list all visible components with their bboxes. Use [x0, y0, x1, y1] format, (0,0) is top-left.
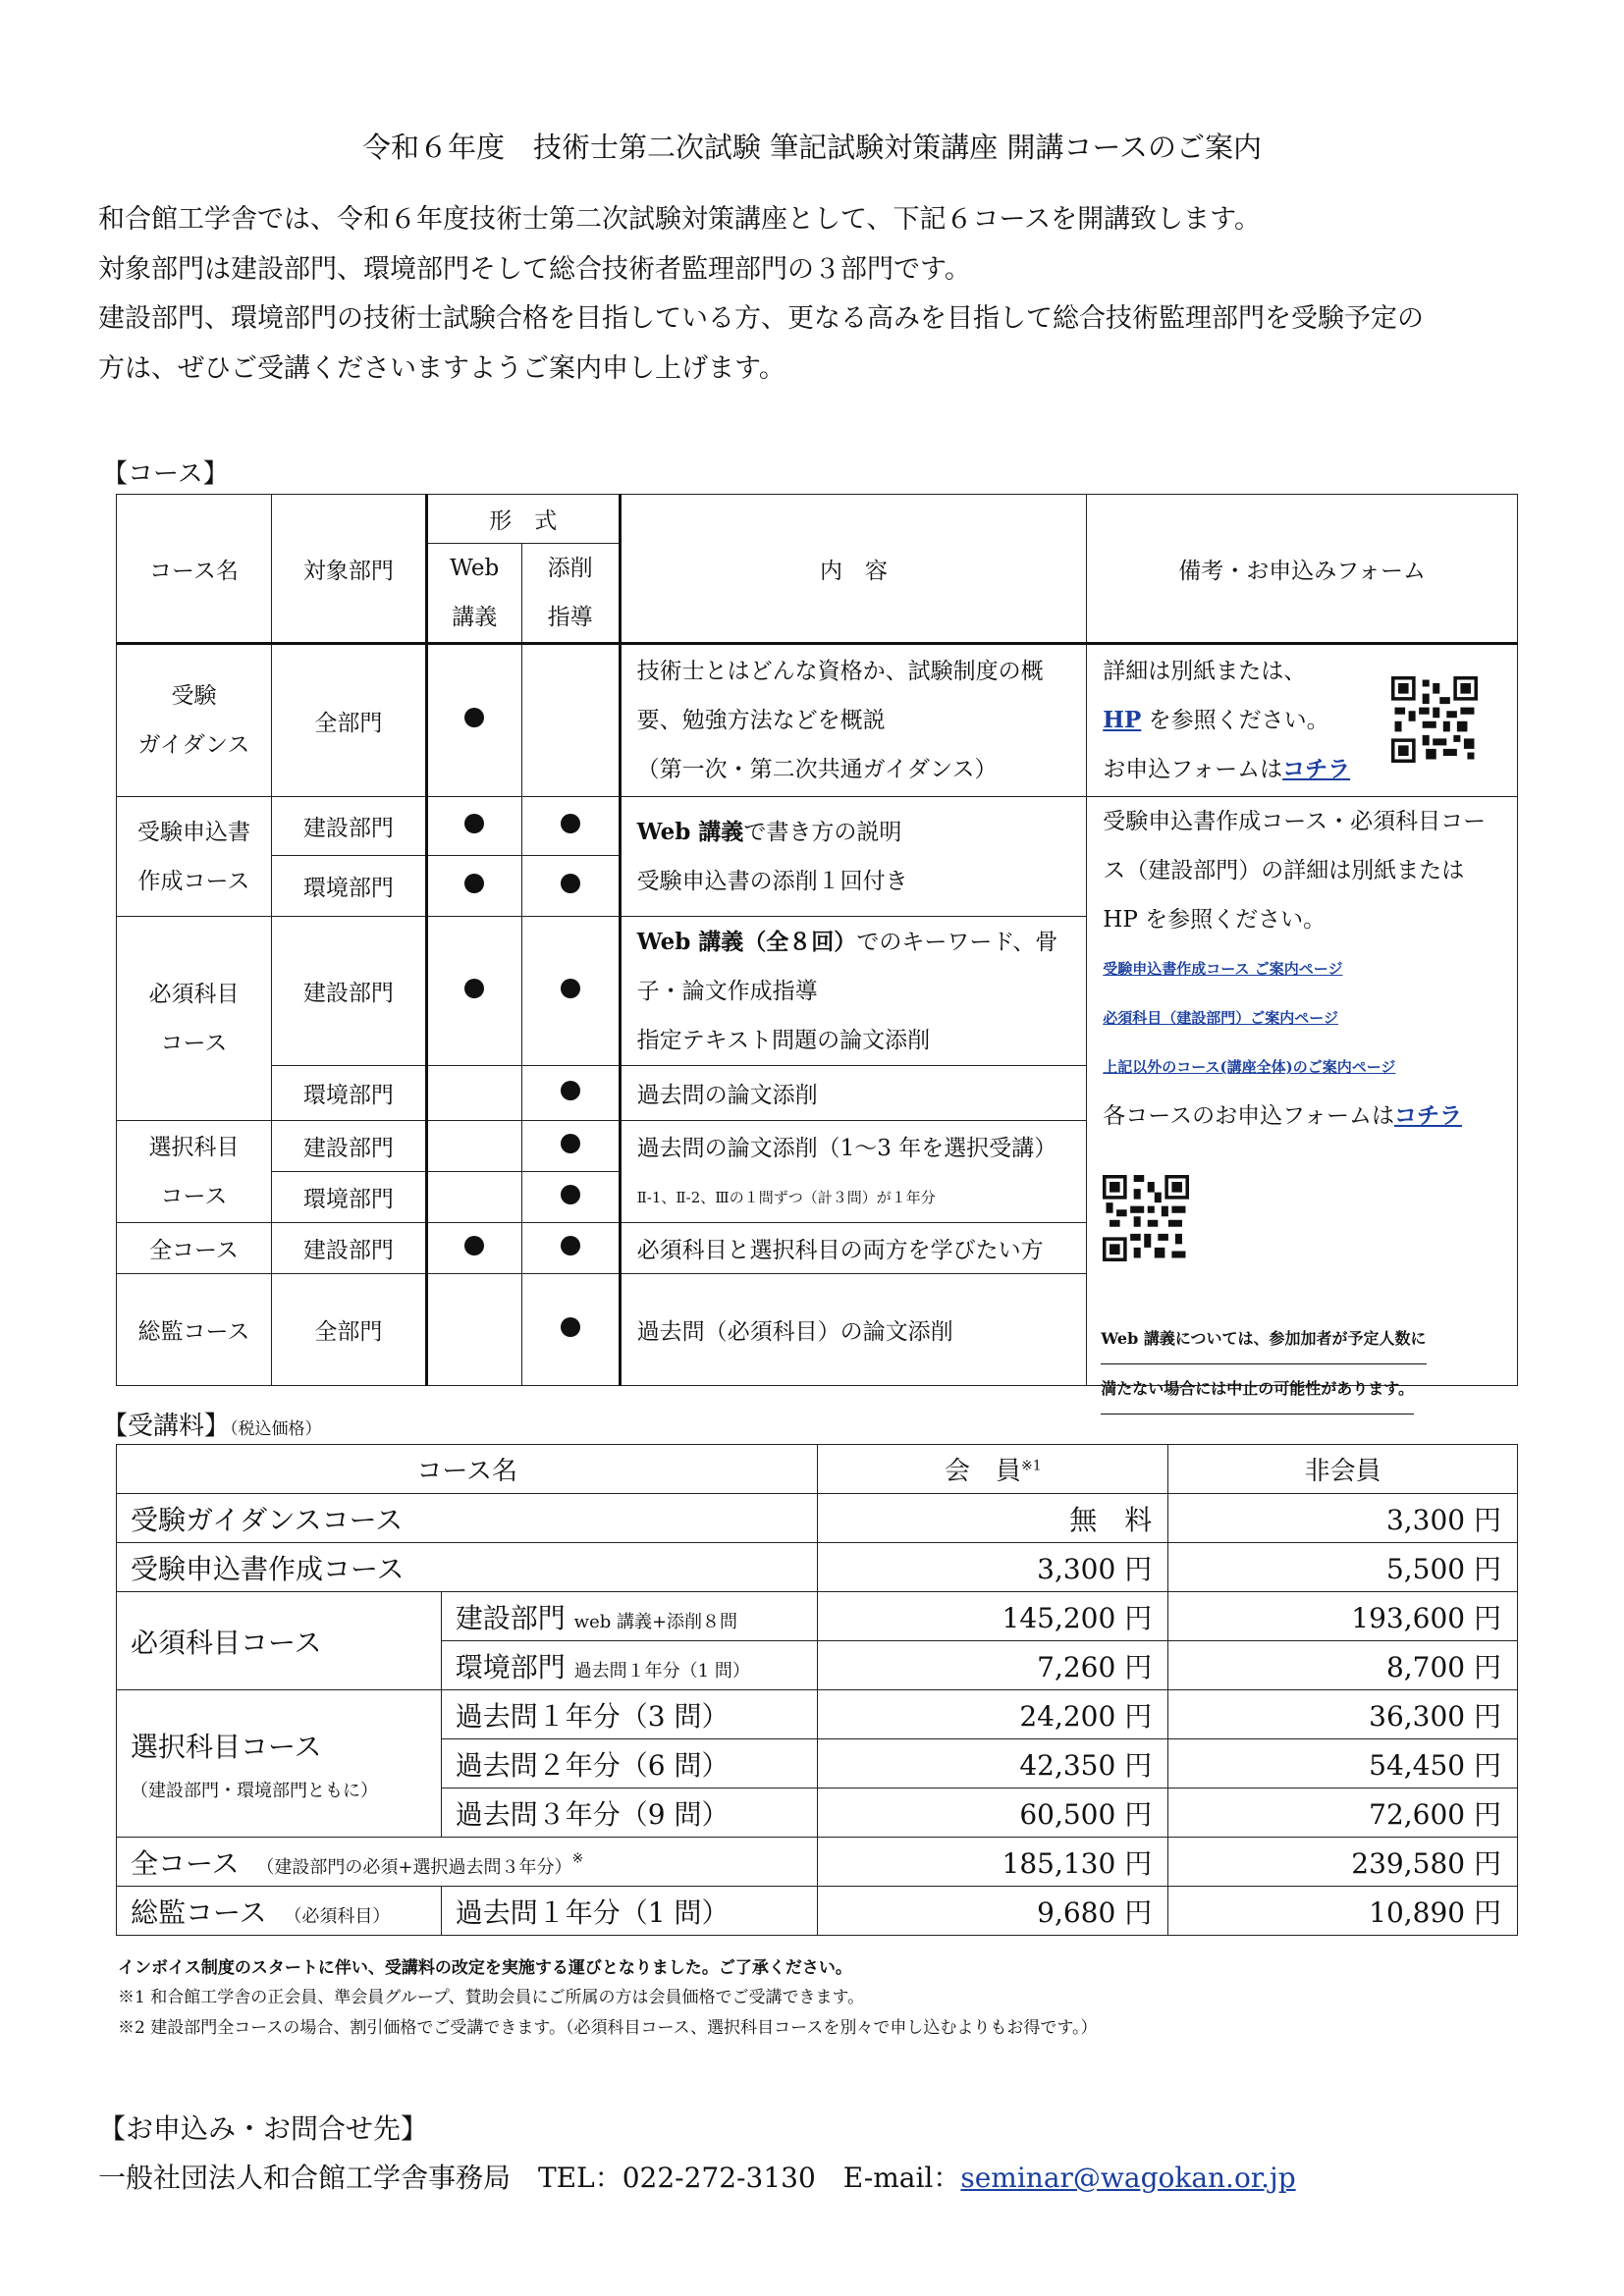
fee-elective-sub2: 過去問２年分（6 問） — [441, 1739, 818, 1789]
header-format: 形 式 — [426, 495, 620, 544]
elective-name-line1: 選択科目 — [148, 1134, 240, 1160]
application-dept2: 環境部門 — [271, 856, 426, 917]
fee-guidance-member: 無 料 — [818, 1494, 1168, 1543]
all-web — [426, 1223, 521, 1274]
required-name — [117, 917, 272, 1121]
notice-line2: 満たない場合には中止の可能性があります。 — [1101, 1364, 1414, 1415]
contact-label: 【お申込み・お問合せ先】 — [98, 2112, 429, 2145]
dot-icon — [561, 1236, 580, 1255]
fee-all-member: 185,130 円 — [818, 1838, 1168, 1887]
fee-required-sub2-small: 過去問１年分（1 問） — [573, 1660, 750, 1682]
fee-section-note: （税込価格） — [230, 1419, 322, 1439]
application-course-page-link[interactable]: 受験申込書作成コース ご案内ページ — [1103, 960, 1343, 978]
required-dept2: 環境部門 — [271, 1066, 426, 1121]
fee-all-name — [117, 1838, 818, 1887]
fee-header-nonmember: 非会員 — [1168, 1445, 1518, 1494]
header-remarks: 備考・お申込みフォーム — [1087, 495, 1518, 644]
fee-required-name: 必須科目コース — [117, 1592, 442, 1690]
application-corr1 — [521, 797, 620, 856]
guidance-name — [117, 644, 272, 797]
guidance-name-line1: 受験 — [171, 683, 217, 709]
application-dept1: 建設部門 — [271, 797, 426, 856]
application-name — [117, 797, 272, 917]
fee-general-name — [117, 1887, 442, 1936]
application-web2 — [426, 856, 521, 917]
fee-general-name-main: 総監コース — [131, 1896, 267, 1929]
dot-icon — [464, 1236, 484, 1255]
elective-dept1: 建設部門 — [271, 1121, 426, 1172]
guidance-web — [426, 644, 521, 797]
notice-line1: Web 講義については、参加加者が予定人数に — [1101, 1314, 1426, 1364]
guidance-content-line2: 要、勉強方法などを概説 — [636, 708, 886, 733]
intro-line-1: 和合館工学舎では、令和６年度技術士第二次試験対策講座として、下記６コースを開講致します。 — [98, 204, 1261, 235]
application-corr2 — [521, 856, 620, 917]
fee-elective-sub1-member: 24,200 円 — [818, 1690, 1168, 1739]
elective-name — [117, 1121, 272, 1223]
required-corr1 — [521, 917, 620, 1066]
dot-icon — [561, 979, 580, 998]
application-web1 — [426, 797, 521, 856]
guidance-dept: 全部門 — [271, 644, 426, 797]
fee-elective-name-main: 選択科目コース — [131, 1730, 322, 1763]
qr-code-icon[interactable] — [1103, 1175, 1189, 1261]
general-name: 総監コース — [117, 1274, 272, 1386]
fee-all-name-small: （建設部門の必須+選択過去問３年分） — [256, 1856, 572, 1878]
guidance-content-line3: （第一次・第二次共通ガイダンス） — [636, 757, 998, 782]
general-content: 過去問（必須科目）の論文添削 — [620, 1274, 1087, 1386]
application-content-bold: Web 講義 — [636, 818, 744, 845]
application-name-line1: 受験申込書 — [136, 819, 250, 845]
dot-icon — [561, 1081, 580, 1100]
elective-name-line2: コース — [160, 1183, 228, 1209]
dot-icon — [464, 874, 484, 893]
header-course-name: コース名 — [117, 495, 272, 644]
main-remarks-line1: 受験申込書作成コース・必須科目コー — [1103, 809, 1487, 834]
required-content — [620, 917, 1087, 1066]
all-dept: 建設部門 — [271, 1223, 426, 1274]
fee-elective-sub3-nonmember: 72,600 円 — [1168, 1789, 1518, 1838]
dot-icon — [561, 874, 580, 893]
intro-line-4: 方は、ぜひご受講くださいますようご案内申し上げます。 — [98, 353, 785, 384]
footnote-2: ※2 建設部門全コースの場合、割引価格でご受講できます。（必須科目コース、選択科目コースを別々で申し込むよりもお得です。） — [118, 2018, 1098, 2038]
general-corr — [521, 1274, 620, 1386]
required-name-line1: 必須科目 — [148, 981, 240, 1007]
fee-all-nonmember: 239,580 円 — [1168, 1838, 1518, 1887]
fee-general-nonmember: 10,890 円 — [1168, 1887, 1518, 1936]
course-table — [116, 494, 1518, 1398]
header-department: 対象部門 — [271, 495, 426, 644]
guidance-remarks-line1: 詳細は別紙または、 — [1103, 659, 1307, 684]
fee-application-member: 3,300 円 — [818, 1543, 1168, 1592]
header-web — [426, 544, 521, 644]
general-web — [426, 1274, 521, 1386]
guidance-content-line1: 技術士とはどんな資格か、試験制度の概 — [636, 659, 1044, 684]
invoice-notice: インボイス制度のスタートに伴い、受講料の改定を実施する運びとなりました。ご了承ください。 — [118, 1958, 852, 1978]
fee-application-name: 受験申込書作成コース — [117, 1543, 818, 1592]
fee-elective-sub3: 過去問３年分（9 問） — [441, 1789, 818, 1838]
guidance-content — [620, 644, 1087, 797]
footnote-1: ※1 和合館工学舎の正会員、準会員グループ、賛助会員にご所属の方は会員価格でご受講できます。 — [118, 1988, 865, 2007]
fee-elective-sub3-member: 60,500 円 — [818, 1789, 1168, 1838]
guidance-corr — [521, 644, 620, 797]
elective-dept2: 環境部門 — [271, 1172, 426, 1223]
other-courses-page-link[interactable]: 上記以外のコース(講座全体)のご案内ページ — [1103, 1058, 1396, 1076]
dot-icon — [561, 1317, 580, 1337]
elective-corr1 — [521, 1121, 620, 1172]
elective-corr2 — [521, 1172, 620, 1223]
header-web-line2: 講義 — [452, 605, 498, 630]
dot-icon — [561, 1134, 580, 1153]
fee-required-sub1-nonmember: 193,600 円 — [1168, 1592, 1518, 1641]
fee-section-label: 【受講料】 — [102, 1412, 231, 1441]
fee-elective-name-small: （建設部門・環境部門ともに） — [131, 1780, 378, 1801]
contact-info — [98, 2157, 1296, 2196]
fee-table — [116, 1444, 1518, 1936]
fee-section — [102, 1406, 322, 1442]
main-form-text: 各コースのお申込フォームは — [1103, 1103, 1394, 1129]
header-corr-line1: 添削 — [547, 556, 593, 581]
dot-icon — [464, 814, 484, 833]
dot-icon — [464, 979, 484, 998]
contact-email-link[interactable]: seminar@wagokan.or.jp — [960, 2162, 1296, 2194]
header-web-line1: Web — [450, 556, 500, 581]
fee-elective-sub1-nonmember: 36,300 円 — [1168, 1690, 1518, 1739]
fee-header-member — [818, 1445, 1168, 1494]
qr-code-icon[interactable] — [1391, 676, 1478, 763]
application-name-line2: 作成コース — [137, 868, 250, 894]
web-lecture-notice — [1101, 1314, 1426, 1415]
intro-line-2: 対象部門は建設部門、環境部門そして総合技術者監理部門の３部門です。 — [98, 254, 971, 285]
fee-general-name-small: （必須科目） — [284, 1905, 391, 1927]
course-section-label: 【コース】 — [102, 459, 229, 489]
fee-required-sub1-main: 建設部門 — [455, 1601, 566, 1634]
header-content: 内 容 — [620, 495, 1087, 644]
fee-general-member: 9,680 円 — [818, 1887, 1168, 1936]
fee-required-sub1-member: 145,200 円 — [818, 1592, 1168, 1641]
guidance-remarks-hp-text: を参照ください。 — [1148, 708, 1329, 733]
fee-required-sub2-member: 7,260 円 — [818, 1641, 1168, 1690]
header-correction — [521, 544, 620, 644]
all-corr — [521, 1223, 620, 1274]
required-content2: 過去問の論文添削 — [620, 1066, 1087, 1121]
fee-guidance-nonmember: 3,300 円 — [1168, 1494, 1518, 1543]
fee-elective-sub1: 過去問１年分（3 問） — [441, 1690, 818, 1739]
contact-org: 一般社団法人和合館工学舎事務局 TEL：022-272-3130 E-mail： — [98, 2162, 961, 2194]
main-remarks-line2: ス（建設部門）の詳細は別紙または — [1103, 858, 1465, 883]
guidance-form-text: お申込フォームは — [1103, 757, 1283, 782]
intro-line-3: 建設部門、環境部門の技術士試験合格を目指している方、更なる高みを目指して総合技術監理部門を受験予定の — [98, 303, 1424, 334]
dot-icon — [561, 814, 580, 833]
all-content: 必須科目と選択科目の両方を学びたい方 — [620, 1223, 1087, 1274]
fee-elective-name — [117, 1690, 442, 1838]
guidance-name-line2: ガイダンス — [137, 732, 250, 758]
fee-required-sub1-small: web 講義+添削８問 — [573, 1611, 738, 1632]
header-corr-line2: 指導 — [547, 605, 593, 630]
elective-web2 — [426, 1172, 521, 1223]
required-content-line3: 指定テキスト問題の論文添削 — [636, 1027, 931, 1053]
required-web2 — [426, 1066, 521, 1121]
dot-icon — [464, 708, 484, 727]
elective-content1: 過去問の論文添削（1～3 年を選択受講） — [620, 1121, 1087, 1172]
fee-all-name-main: 全コース — [131, 1846, 240, 1880]
required-web1 — [426, 917, 521, 1066]
fee-required-sub2-main: 環境部門 — [455, 1650, 566, 1683]
main-remarks-line3: HP を参照ください。 — [1103, 907, 1326, 933]
required-course-page-link[interactable]: 必須科目（建設部門）ご案内ページ — [1103, 1009, 1338, 1027]
required-content-line2: 子・論文作成指導 — [636, 978, 818, 1004]
required-content-bold: Web 講義（全８回） — [636, 928, 857, 955]
fee-header-course: コース名 — [117, 1445, 818, 1494]
required-content-rest: でのキーワード、骨 — [856, 929, 1058, 955]
fee-application-nonmember: 5,500 円 — [1168, 1543, 1518, 1592]
application-content-rest: で書き方の説明 — [743, 819, 902, 845]
required-name-line2: コース — [160, 1030, 228, 1056]
fee-required-sub2-nonmember: 8,700 円 — [1168, 1641, 1518, 1690]
elective-web1 — [426, 1121, 521, 1172]
main-remarks — [1087, 797, 1518, 1398]
fee-header-member-sup: ※1 — [1021, 1458, 1042, 1474]
main-form-link[interactable]: コチラ — [1393, 1102, 1462, 1129]
all-name: 全コース — [117, 1223, 272, 1274]
elective-content2: Ⅱ-1、Ⅱ-2、Ⅲの１問ずつ（計３問）が１年分 — [620, 1172, 1087, 1223]
fee-required-sub1 — [441, 1592, 818, 1641]
fee-elective-sub2-member: 42,350 円 — [818, 1739, 1168, 1789]
fee-all-name-sup: ※ — [571, 1850, 584, 1867]
dot-icon — [561, 1185, 580, 1204]
fee-elective-sub2-nonmember: 54,450 円 — [1168, 1739, 1518, 1789]
application-content — [620, 797, 1087, 917]
general-dept: 全部門 — [271, 1274, 426, 1386]
fee-guidance-name: 受験ガイダンスコース — [117, 1494, 818, 1543]
fee-header-member-label: 会 員 — [944, 1457, 1021, 1486]
required-dept1: 建設部門 — [271, 917, 426, 1066]
page-title: 令和６年度 技術士第二次試験 筆記試験対策講座 開講コースのご案内 — [362, 131, 1262, 164]
required-corr2 — [521, 1066, 620, 1121]
guidance-form-link[interactable]: コチラ — [1282, 756, 1351, 782]
guidance-remarks — [1087, 644, 1518, 797]
fee-general-sub: 過去問１年分（1 問） — [441, 1887, 818, 1936]
fee-required-sub2 — [441, 1641, 818, 1690]
hp-link[interactable]: HP — [1103, 707, 1142, 733]
application-content-line2: 受験申込書の添削１回付き — [636, 868, 908, 894]
